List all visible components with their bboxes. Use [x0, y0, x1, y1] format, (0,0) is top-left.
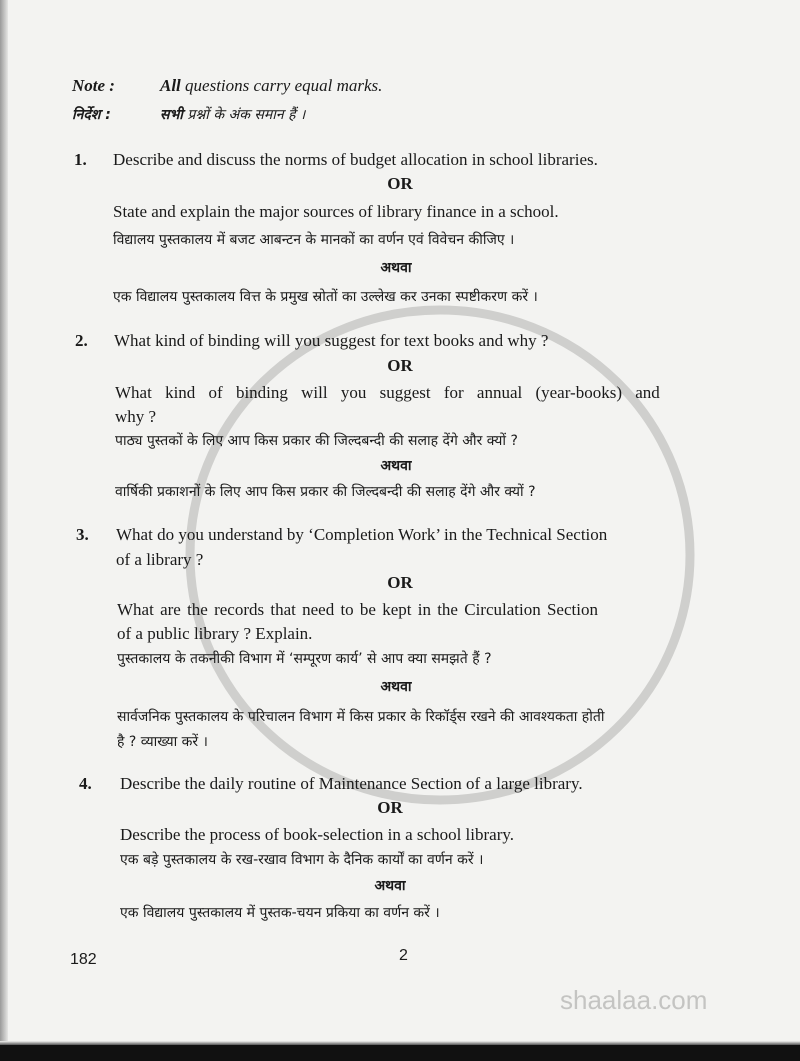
scan-edge-bottom: [0, 1045, 800, 1061]
note-hindi-text: [160, 105, 305, 125]
note-hindi-bold: सभी: [160, 107, 183, 123]
athva-label: अथवा: [380, 679, 412, 695]
or-label: OR: [387, 573, 413, 592]
question-3-hindi: पुस्तकालय के तकनीकी विभाग में ‘सम्पूरण कार्य’ से आप क्या समझते हैं ?: [117, 651, 492, 667]
question-3-text-line1: What do you understand by ‘Completion Work’ in the Technical Section: [116, 525, 608, 544]
watermark-text: shaalaa.com: [560, 985, 708, 1015]
question-4-hindi-alt: एक विद्यालय पुस्तकालय में पुस्तक-चयन प्रकिया का वर्णन करें ।: [120, 905, 440, 921]
or-label: OR: [377, 798, 403, 817]
note-body: questions carry equal marks.: [180, 76, 383, 95]
question-2-alt-line1: What kind of binding will you suggest for annual (year-books) and: [115, 383, 660, 402]
question-1-number: 1.: [74, 150, 87, 169]
question-4-hindi: एक बड़े पुस्तकालय के रख-रखाव विभाग के दैनिक कार्यों का वर्णन करें ।: [120, 852, 484, 868]
question-2-text: What kind of binding will you suggest for text books and why ?: [114, 331, 549, 350]
question-3-alt-line2: of a public library ? Explain.: [117, 624, 313, 643]
note-hindi-label: निर्देश :: [72, 107, 111, 123]
question-1-text: Describe and discuss the norms of budget allocation in school libraries.: [113, 150, 598, 169]
question-2-hindi: पाठ्य पुस्तकों के लिए आप किस प्रकार की जिल्दबन्दी की सलाह देंगे और क्यों ?: [115, 433, 518, 449]
note-hindi-body: प्रश्नों के अंक समान हैं ।: [182, 107, 306, 123]
question-4-number: 4.: [79, 774, 92, 793]
athva-label: अथवा: [374, 878, 406, 894]
or-label: OR: [387, 356, 413, 375]
question-1-alt: State and explain the major sources of library finance in a school.: [113, 202, 559, 221]
or-label: OR: [387, 174, 413, 193]
note-label: Note :: [72, 76, 115, 95]
page-number: 2: [399, 947, 408, 964]
question-4-alt: Describe the process of book-selection in a school library.: [120, 825, 515, 844]
question-3-text-line2: of a library ?: [116, 550, 204, 569]
note-text: [160, 76, 382, 96]
note-bold: All: [160, 76, 181, 95]
question-1-hindi-alt: एक विद्यालय पुस्तकालय वित्त के प्रमुख स्रोतों का उल्लेख कर उनका स्पष्टीकरण करें ।: [113, 289, 538, 305]
scan-edge-left: [0, 0, 8, 1061]
question-3-hindi-alt-line2: है ? व्याख्या करें ।: [117, 734, 208, 750]
question-2-hindi-alt: वार्षिकी प्रकाशनों के लिए आप किस प्रकार की जिल्दबन्दी की सलाह देंगे और क्यों ?: [115, 484, 536, 500]
athva-label: अथवा: [380, 458, 412, 474]
paper-code: 182: [70, 951, 97, 968]
question-2-number: 2.: [75, 331, 88, 350]
athva-label: अथवा: [380, 260, 412, 276]
question-1-hindi: विद्यालय पुस्तकालय में बजट आबन्टन के मानकों का वर्णन एवं विवेचन कीजिए ।: [113, 232, 515, 248]
question-4-text: Describe the daily routine of Maintenance Section of a large library.: [120, 774, 583, 793]
question-2-alt-line2: why ?: [115, 407, 157, 426]
question-3-alt-line1: What are the records that need to be kept in the Circulation Section: [117, 600, 598, 619]
question-3-number: 3.: [76, 525, 89, 544]
question-3-hindi-alt-line1: सार्वजनिक पुस्तकालय के परिचालन विभाग में किस प्रकार के रिकॉर्ड्स रखने की आवश्यकता होती: [117, 709, 605, 725]
